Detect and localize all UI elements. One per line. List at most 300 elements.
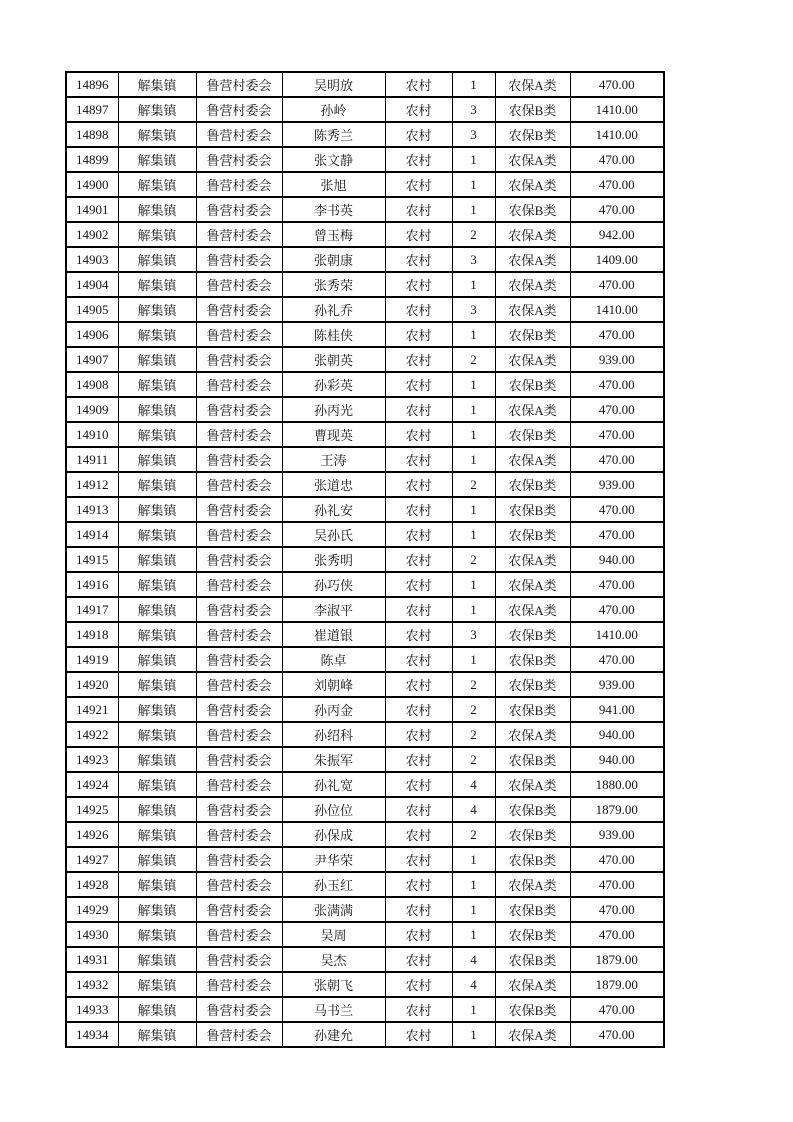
person-count-cell: 1 [452, 647, 495, 672]
amount-cell: 941.00 [570, 697, 664, 722]
serial-number-cell: 14910 [66, 422, 118, 447]
serial-number-cell: 14904 [66, 272, 118, 297]
residence-type-cell: 农村 [385, 247, 452, 272]
amount-cell: 470.00 [570, 422, 664, 447]
person-name-cell: 孙礼安 [282, 497, 385, 522]
person-count-cell: 3 [452, 622, 495, 647]
person-count-cell: 3 [452, 297, 495, 322]
table-row [66, 522, 664, 547]
town-cell: 解集镇 [118, 622, 196, 647]
serial-number-cell: 14930 [66, 922, 118, 947]
person-count-cell: 1 [452, 872, 495, 897]
person-name-cell: 张道忠 [282, 472, 385, 497]
serial-number-cell: 14927 [66, 847, 118, 872]
amount-cell: 939.00 [570, 472, 664, 497]
table-row [66, 497, 664, 522]
amount-cell: 470.00 [570, 497, 664, 522]
amount-cell: 1410.00 [570, 297, 664, 322]
table-row [66, 247, 664, 272]
person-name-cell: 朱振军 [282, 747, 385, 772]
insurance-category-cell: 农保A类 [495, 297, 570, 322]
table-row [66, 697, 664, 722]
serial-number-cell: 14924 [66, 772, 118, 797]
residence-type-cell: 农村 [385, 297, 452, 322]
town-cell: 解集镇 [118, 222, 196, 247]
residence-type-cell: 农村 [385, 922, 452, 947]
insurance-category-cell: 农保B类 [495, 847, 570, 872]
insurance-category-cell: 农保A类 [495, 222, 570, 247]
amount-cell: 470.00 [570, 872, 664, 897]
insurance-category-cell: 农保A类 [495, 547, 570, 572]
table-row [66, 722, 664, 747]
insurance-category-cell: 农保A类 [495, 347, 570, 372]
town-cell: 解集镇 [118, 697, 196, 722]
table-row [66, 972, 664, 997]
insurance-category-cell: 农保B类 [495, 322, 570, 347]
amount-cell: 939.00 [570, 347, 664, 372]
amount-cell: 470.00 [570, 147, 664, 172]
amount-cell: 470.00 [570, 272, 664, 297]
village-committee-cell: 鲁营村委会 [196, 72, 282, 97]
amount-cell: 470.00 [570, 897, 664, 922]
insurance-category-cell: 农保B类 [495, 997, 570, 1022]
table-row [66, 297, 664, 322]
town-cell: 解集镇 [118, 72, 196, 97]
insurance-category-cell: 农保A类 [495, 72, 570, 97]
person-count-cell: 1 [452, 522, 495, 547]
residence-type-cell: 农村 [385, 972, 452, 997]
insurance-category-cell: 农保B类 [495, 522, 570, 547]
village-committee-cell: 鲁营村委会 [196, 572, 282, 597]
insurance-category-cell: 农保B类 [495, 822, 570, 847]
serial-number-cell: 14900 [66, 172, 118, 197]
table-row [66, 222, 664, 247]
residence-type-cell: 农村 [385, 822, 452, 847]
residence-type-cell: 农村 [385, 647, 452, 672]
serial-number-cell: 14901 [66, 197, 118, 222]
village-committee-cell: 鲁营村委会 [196, 872, 282, 897]
amount-cell: 470.00 [570, 322, 664, 347]
person-name-cell: 尹华荣 [282, 847, 385, 872]
serial-number-cell: 14916 [66, 572, 118, 597]
serial-number-cell: 14897 [66, 97, 118, 122]
residence-type-cell: 农村 [385, 372, 452, 397]
insurance-category-cell: 农保A类 [495, 1022, 570, 1047]
insurance-category-cell: 农保A类 [495, 872, 570, 897]
person-count-cell: 2 [452, 697, 495, 722]
person-count-cell: 1 [452, 272, 495, 297]
village-committee-cell: 鲁营村委会 [196, 847, 282, 872]
town-cell: 解集镇 [118, 597, 196, 622]
town-cell: 解集镇 [118, 472, 196, 497]
serial-number-cell: 14918 [66, 622, 118, 647]
village-committee-cell: 鲁营村委会 [196, 147, 282, 172]
table-row [66, 172, 664, 197]
serial-number-cell: 14917 [66, 597, 118, 622]
amount-cell: 1410.00 [570, 622, 664, 647]
person-name-cell: 孙彩英 [282, 372, 385, 397]
person-name-cell: 张朝康 [282, 247, 385, 272]
person-name-cell: 李淑平 [282, 597, 385, 622]
serial-number-cell: 14912 [66, 472, 118, 497]
amount-cell: 470.00 [570, 447, 664, 472]
residence-type-cell: 农村 [385, 997, 452, 1022]
serial-number-cell: 14928 [66, 872, 118, 897]
person-name-cell: 张朝英 [282, 347, 385, 372]
person-name-cell: 张朝飞 [282, 972, 385, 997]
amount-cell: 939.00 [570, 822, 664, 847]
residence-type-cell: 农村 [385, 347, 452, 372]
person-name-cell: 孙丙光 [282, 397, 385, 422]
town-cell: 解集镇 [118, 947, 196, 972]
amount-cell: 470.00 [570, 372, 664, 397]
insurance-category-cell: 农保B类 [495, 922, 570, 947]
table-row [66, 922, 664, 947]
table-row [66, 147, 664, 172]
person-name-cell: 曾玉梅 [282, 222, 385, 247]
village-committee-cell: 鲁营村委会 [196, 122, 282, 147]
insurance-category-cell: 农保A类 [495, 722, 570, 747]
residence-type-cell: 农村 [385, 222, 452, 247]
person-name-cell: 孙巧侠 [282, 572, 385, 597]
serial-number-cell: 14907 [66, 347, 118, 372]
village-committee-cell: 鲁营村委会 [196, 747, 282, 772]
town-cell: 解集镇 [118, 497, 196, 522]
insurance-category-cell: 农保A类 [495, 772, 570, 797]
table-row [66, 897, 664, 922]
village-committee-cell: 鲁营村委会 [196, 397, 282, 422]
village-committee-cell: 鲁营村委会 [196, 222, 282, 247]
town-cell: 解集镇 [118, 672, 196, 697]
amount-cell: 470.00 [570, 172, 664, 197]
village-committee-cell: 鲁营村委会 [196, 997, 282, 1022]
table-row [66, 772, 664, 797]
person-count-cell: 1 [452, 572, 495, 597]
pension-roster-table [65, 71, 665, 1048]
town-cell: 解集镇 [118, 847, 196, 872]
serial-number-cell: 14906 [66, 322, 118, 347]
village-committee-cell: 鲁营村委会 [196, 647, 282, 672]
person-name-cell: 刘朝峰 [282, 672, 385, 697]
town-cell: 解集镇 [118, 772, 196, 797]
town-cell: 解集镇 [118, 197, 196, 222]
residence-type-cell: 农村 [385, 572, 452, 597]
town-cell: 解集镇 [118, 997, 196, 1022]
town-cell: 解集镇 [118, 172, 196, 197]
person-count-cell: 1 [452, 1022, 495, 1047]
table-row [66, 397, 664, 422]
table-row [66, 72, 664, 97]
insurance-category-cell: 农保A类 [495, 172, 570, 197]
residence-type-cell: 农村 [385, 272, 452, 297]
serial-number-cell: 14933 [66, 997, 118, 1022]
village-committee-cell: 鲁营村委会 [196, 247, 282, 272]
person-count-cell: 4 [452, 947, 495, 972]
person-count-cell: 1 [452, 322, 495, 347]
table-row [66, 472, 664, 497]
person-count-cell: 1 [452, 172, 495, 197]
insurance-category-cell: 农保B类 [495, 372, 570, 397]
amount-cell: 470.00 [570, 572, 664, 597]
person-count-cell: 3 [452, 122, 495, 147]
town-cell: 解集镇 [118, 547, 196, 572]
table-row [66, 847, 664, 872]
table-row [66, 622, 664, 647]
town-cell: 解集镇 [118, 747, 196, 772]
village-committee-cell: 鲁营村委会 [196, 797, 282, 822]
person-name-cell: 张满满 [282, 897, 385, 922]
table-row [66, 197, 664, 222]
person-name-cell: 孙保成 [282, 822, 385, 847]
person-name-cell: 孙玉红 [282, 872, 385, 897]
person-count-cell: 2 [452, 747, 495, 772]
person-count-cell: 2 [452, 472, 495, 497]
person-count-cell: 1 [452, 897, 495, 922]
amount-cell: 940.00 [570, 722, 664, 747]
insurance-category-cell: 农保A类 [495, 572, 570, 597]
serial-number-cell: 14903 [66, 247, 118, 272]
insurance-category-cell: 农保B类 [495, 947, 570, 972]
residence-type-cell: 农村 [385, 847, 452, 872]
insurance-category-cell: 农保B类 [495, 122, 570, 147]
town-cell: 解集镇 [118, 922, 196, 947]
table-row [66, 347, 664, 372]
amount-cell: 470.00 [570, 597, 664, 622]
town-cell: 解集镇 [118, 97, 196, 122]
serial-number-cell: 14932 [66, 972, 118, 997]
residence-type-cell: 农村 [385, 622, 452, 647]
insurance-category-cell: 农保B类 [495, 97, 570, 122]
person-count-cell: 1 [452, 397, 495, 422]
person-count-cell: 1 [452, 497, 495, 522]
serial-number-cell: 14902 [66, 222, 118, 247]
serial-number-cell: 14926 [66, 822, 118, 847]
village-committee-cell: 鲁营村委会 [196, 272, 282, 297]
person-count-cell: 3 [452, 97, 495, 122]
person-count-cell: 1 [452, 197, 495, 222]
amount-cell: 1409.00 [570, 247, 664, 272]
town-cell: 解集镇 [118, 347, 196, 372]
residence-type-cell: 农村 [385, 1022, 452, 1047]
residence-type-cell: 农村 [385, 547, 452, 572]
residence-type-cell: 农村 [385, 747, 452, 772]
amount-cell: 940.00 [570, 547, 664, 572]
person-count-cell: 2 [452, 547, 495, 572]
person-count-cell: 2 [452, 822, 495, 847]
serial-number-cell: 14925 [66, 797, 118, 822]
amount-cell: 470.00 [570, 997, 664, 1022]
person-count-cell: 1 [452, 447, 495, 472]
village-committee-cell: 鲁营村委会 [196, 622, 282, 647]
serial-number-cell: 14911 [66, 447, 118, 472]
amount-cell: 470.00 [570, 847, 664, 872]
serial-number-cell: 14898 [66, 122, 118, 147]
table-row [66, 122, 664, 147]
insurance-category-cell: 农保B类 [495, 697, 570, 722]
town-cell: 解集镇 [118, 522, 196, 547]
town-cell: 解集镇 [118, 972, 196, 997]
table-row [66, 672, 664, 697]
village-committee-cell: 鲁营村委会 [196, 322, 282, 347]
residence-type-cell: 农村 [385, 97, 452, 122]
person-name-cell: 张文静 [282, 147, 385, 172]
insurance-category-cell: 农保B类 [495, 647, 570, 672]
person-count-cell: 1 [452, 597, 495, 622]
insurance-category-cell: 农保B类 [495, 897, 570, 922]
residence-type-cell: 农村 [385, 147, 452, 172]
amount-cell: 470.00 [570, 397, 664, 422]
table-row [66, 647, 664, 672]
person-name-cell: 李书英 [282, 197, 385, 222]
insurance-category-cell: 农保B类 [495, 497, 570, 522]
insurance-category-cell: 农保A类 [495, 247, 570, 272]
residence-type-cell: 农村 [385, 122, 452, 147]
village-committee-cell: 鲁营村委会 [196, 472, 282, 497]
insurance-category-cell: 农保A类 [495, 447, 570, 472]
amount-cell: 939.00 [570, 672, 664, 697]
residence-type-cell: 农村 [385, 522, 452, 547]
person-count-cell: 2 [452, 672, 495, 697]
person-name-cell: 王涛 [282, 447, 385, 472]
insurance-category-cell: 农保A类 [495, 972, 570, 997]
village-committee-cell: 鲁营村委会 [196, 1022, 282, 1047]
serial-number-cell: 14909 [66, 397, 118, 422]
town-cell: 解集镇 [118, 322, 196, 347]
table-row [66, 797, 664, 822]
town-cell: 解集镇 [118, 247, 196, 272]
person-name-cell: 吴明放 [282, 72, 385, 97]
residence-type-cell: 农村 [385, 497, 452, 522]
person-name-cell: 张秀明 [282, 547, 385, 572]
serial-number-cell: 14929 [66, 897, 118, 922]
insurance-category-cell: 农保A类 [495, 147, 570, 172]
village-committee-cell: 鲁营村委会 [196, 297, 282, 322]
village-committee-cell: 鲁营村委会 [196, 722, 282, 747]
town-cell: 解集镇 [118, 572, 196, 597]
village-committee-cell: 鲁营村委会 [196, 822, 282, 847]
town-cell: 解集镇 [118, 872, 196, 897]
insurance-category-cell: 农保A类 [495, 397, 570, 422]
village-committee-cell: 鲁营村委会 [196, 422, 282, 447]
residence-type-cell: 农村 [385, 897, 452, 922]
village-committee-cell: 鲁营村委会 [196, 697, 282, 722]
insurance-category-cell: 农保B类 [495, 197, 570, 222]
serial-number-cell: 14920 [66, 672, 118, 697]
town-cell: 解集镇 [118, 722, 196, 747]
serial-number-cell: 14934 [66, 1022, 118, 1047]
residence-type-cell: 农村 [385, 947, 452, 972]
person-count-cell: 4 [452, 797, 495, 822]
serial-number-cell: 14908 [66, 372, 118, 397]
village-committee-cell: 鲁营村委会 [196, 947, 282, 972]
serial-number-cell: 14905 [66, 297, 118, 322]
residence-type-cell: 农村 [385, 472, 452, 497]
serial-number-cell: 14922 [66, 722, 118, 747]
table-row [66, 372, 664, 397]
residence-type-cell: 农村 [385, 172, 452, 197]
village-committee-cell: 鲁营村委会 [196, 497, 282, 522]
person-count-cell: 4 [452, 972, 495, 997]
amount-cell: 942.00 [570, 222, 664, 247]
person-name-cell: 孙绍科 [282, 722, 385, 747]
village-committee-cell: 鲁营村委会 [196, 522, 282, 547]
person-name-cell: 张旭 [282, 172, 385, 197]
person-count-cell: 1 [452, 922, 495, 947]
residence-type-cell: 农村 [385, 797, 452, 822]
pension-roster-body [66, 72, 664, 1047]
amount-cell: 1880.00 [570, 772, 664, 797]
town-cell: 解集镇 [118, 797, 196, 822]
table-row [66, 322, 664, 347]
insurance-category-cell: 农保A类 [495, 272, 570, 297]
person-name-cell: 孙礼宽 [282, 772, 385, 797]
insurance-category-cell: 农保A类 [495, 597, 570, 622]
person-name-cell: 孙礼乔 [282, 297, 385, 322]
person-name-cell: 孙建允 [282, 1022, 385, 1047]
town-cell: 解集镇 [118, 822, 196, 847]
residence-type-cell: 农村 [385, 597, 452, 622]
person-name-cell: 吴周 [282, 922, 385, 947]
table-row [66, 447, 664, 472]
amount-cell: 1410.00 [570, 122, 664, 147]
person-count-cell: 1 [452, 372, 495, 397]
amount-cell: 470.00 [570, 197, 664, 222]
person-count-cell: 1 [452, 147, 495, 172]
person-count-cell: 1 [452, 72, 495, 97]
table-row [66, 1022, 664, 1047]
amount-cell: 940.00 [570, 747, 664, 772]
serial-number-cell: 14913 [66, 497, 118, 522]
amount-cell: 1410.00 [570, 97, 664, 122]
residence-type-cell: 农村 [385, 422, 452, 447]
person-name-cell: 陈秀兰 [282, 122, 385, 147]
amount-cell: 470.00 [570, 72, 664, 97]
village-committee-cell: 鲁营村委会 [196, 972, 282, 997]
serial-number-cell: 14915 [66, 547, 118, 572]
table-row [66, 872, 664, 897]
person-count-cell: 4 [452, 772, 495, 797]
table-row [66, 822, 664, 847]
serial-number-cell: 14923 [66, 747, 118, 772]
table-row [66, 947, 664, 972]
table-row [66, 597, 664, 622]
town-cell: 解集镇 [118, 147, 196, 172]
insurance-category-cell: 农保B类 [495, 472, 570, 497]
insurance-category-cell: 农保B类 [495, 622, 570, 647]
town-cell: 解集镇 [118, 297, 196, 322]
person-name-cell: 马书兰 [282, 997, 385, 1022]
town-cell: 解集镇 [118, 397, 196, 422]
insurance-category-cell: 农保B类 [495, 797, 570, 822]
village-committee-cell: 鲁营村委会 [196, 897, 282, 922]
person-count-cell: 2 [452, 347, 495, 372]
insurance-category-cell: 农保B类 [495, 422, 570, 447]
amount-cell: 470.00 [570, 922, 664, 947]
person-count-cell: 3 [452, 247, 495, 272]
village-committee-cell: 鲁营村委会 [196, 672, 282, 697]
village-committee-cell: 鲁营村委会 [196, 547, 282, 572]
amount-cell: 1879.00 [570, 972, 664, 997]
town-cell: 解集镇 [118, 272, 196, 297]
person-name-cell: 陈卓 [282, 647, 385, 672]
amount-cell: 1879.00 [570, 947, 664, 972]
table-row [66, 747, 664, 772]
village-committee-cell: 鲁营村委会 [196, 372, 282, 397]
town-cell: 解集镇 [118, 447, 196, 472]
table-row [66, 572, 664, 597]
town-cell: 解集镇 [118, 372, 196, 397]
residence-type-cell: 农村 [385, 397, 452, 422]
